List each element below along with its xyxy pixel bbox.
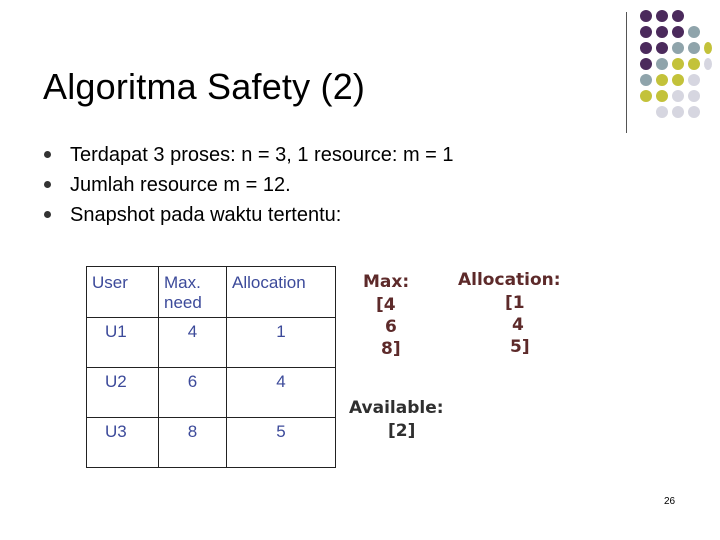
- bullet-dot-icon: [44, 151, 51, 158]
- max-vector-line: 6: [385, 317, 397, 337]
- cell-user: U2: [87, 368, 159, 418]
- decor-dot: [672, 90, 684, 102]
- decor-dot: [672, 26, 684, 38]
- decor-dot: [688, 26, 700, 38]
- decor-dot: [672, 42, 684, 54]
- decor-dot: [640, 42, 652, 54]
- cell-max-need: 4: [159, 318, 227, 368]
- allocation-vector: [505, 292, 530, 358]
- slide-title: Algoritma Safety (2): [43, 66, 366, 107]
- decorative-dot-grid: [640, 10, 712, 118]
- cell-max-need: 6: [159, 368, 227, 418]
- bullet-item: [44, 140, 454, 170]
- table-row: [87, 368, 336, 418]
- decor-dot: [656, 90, 668, 102]
- cell-allocation: 1: [227, 318, 336, 368]
- bullet-list: [44, 140, 454, 230]
- decor-dot: [672, 74, 684, 86]
- allocation-label: Allocation:: [458, 270, 561, 290]
- decor-dot: [656, 26, 668, 38]
- header-allocation: Allocation: [227, 267, 336, 318]
- bullet-item: [44, 200, 454, 230]
- page-number: 26: [664, 496, 676, 507]
- decor-dot: [688, 90, 700, 102]
- decor-dot: [688, 106, 700, 118]
- cell-user: U3: [87, 418, 159, 468]
- decor-dot: [672, 106, 684, 118]
- bullet-text: Jumlah resource m = 12.: [70, 174, 291, 196]
- decor-dot: [688, 74, 700, 86]
- decor-dot: [640, 58, 652, 70]
- decor-dot: [656, 42, 668, 54]
- allocation-vector-line: 5]: [510, 337, 530, 357]
- bullet-text: Snapshot pada waktu tertentu:: [70, 204, 342, 226]
- cell-user: U1: [87, 318, 159, 368]
- decor-dot: [656, 10, 668, 22]
- table-row: [87, 318, 336, 368]
- header-max-need: Max. need: [159, 267, 227, 318]
- bullet-item: [44, 170, 454, 200]
- cell-allocation: 5: [227, 418, 336, 468]
- cell-max-need: 8: [159, 418, 227, 468]
- decor-dot: [656, 58, 668, 70]
- allocation-vector-line: [1: [505, 293, 525, 313]
- decor-dot: [672, 58, 684, 70]
- title-divider-line: [626, 12, 627, 133]
- max-vector-line: [4: [376, 295, 396, 315]
- decor-dot: [704, 42, 712, 54]
- table-header-row: [87, 267, 336, 318]
- bullet-text: Terdapat 3 proses: n = 3, 1 resource: m = 1: [70, 144, 454, 166]
- snapshot-table: [86, 266, 336, 468]
- max-label: Max:: [363, 272, 410, 292]
- decor-dot: [640, 90, 652, 102]
- cell-allocation: 4: [227, 368, 336, 418]
- max-vector: [376, 294, 401, 360]
- header-user: User: [87, 267, 159, 318]
- decor-dot: [640, 74, 652, 86]
- available-label: Available:: [349, 398, 444, 418]
- bullet-dot-icon: [44, 211, 51, 218]
- max-vector-line: 8]: [381, 339, 401, 359]
- decor-dot: [688, 42, 700, 54]
- bullet-dot-icon: [44, 181, 51, 188]
- decor-dot: [656, 74, 668, 86]
- decor-dot: [640, 10, 652, 22]
- decor-dot: [704, 58, 712, 70]
- decor-dot: [640, 26, 652, 38]
- decor-dot: [656, 106, 668, 118]
- table-row: [87, 418, 336, 468]
- decor-dot: [688, 58, 700, 70]
- decor-dot: [672, 10, 684, 22]
- available-value: [2]: [388, 421, 416, 441]
- allocation-vector-line: 4: [512, 315, 524, 335]
